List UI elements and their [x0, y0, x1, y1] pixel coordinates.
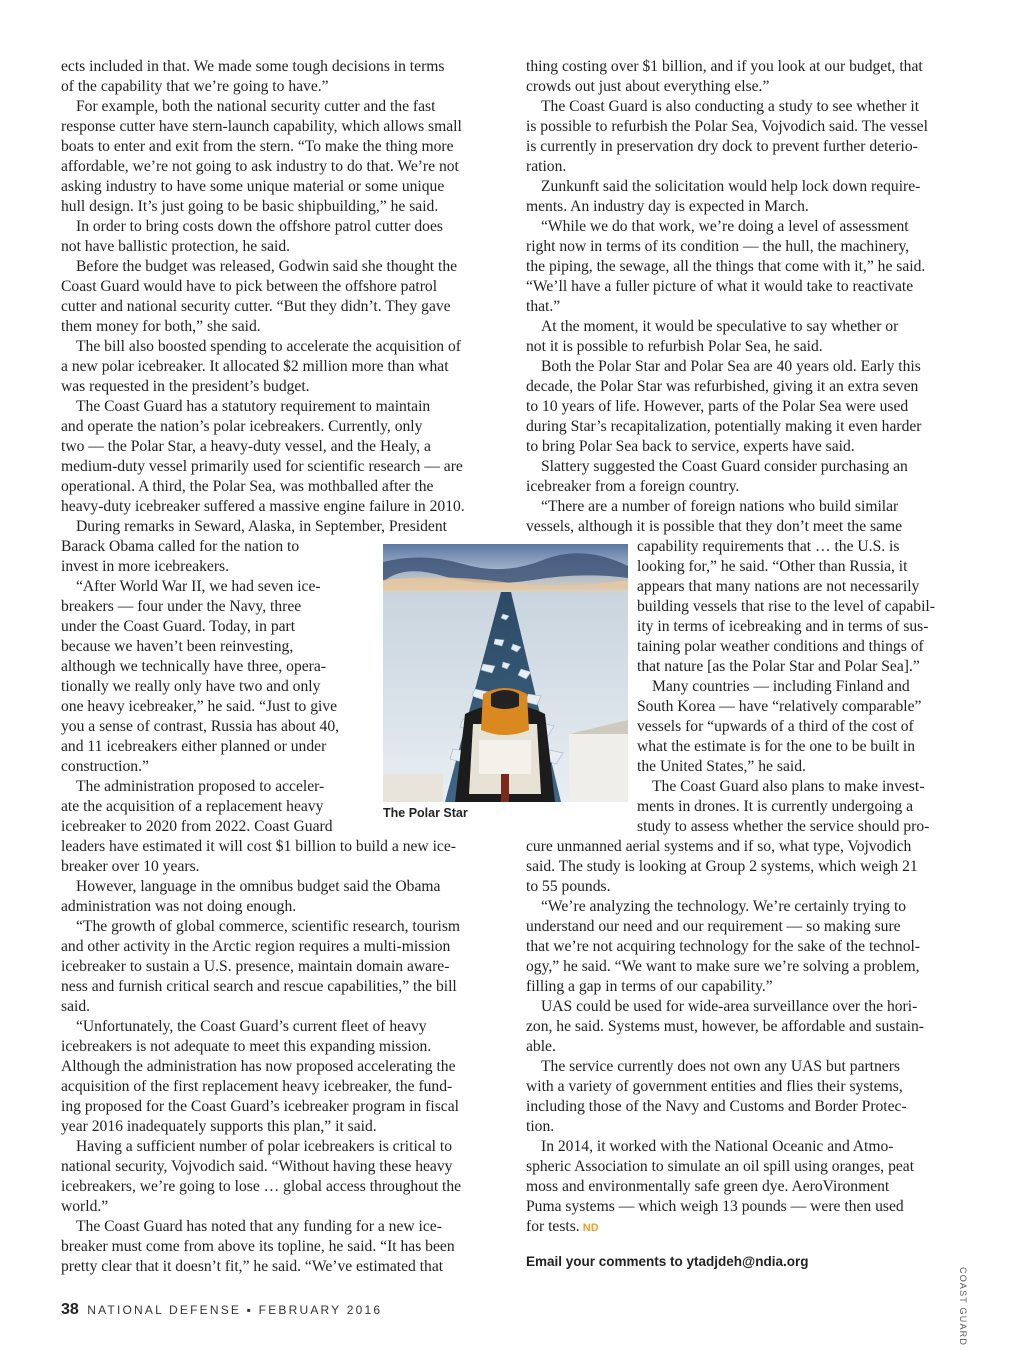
text-line: breaker over 10 years. [61, 858, 200, 875]
text-line: two — the Polar Star, a heavy-duty vessel, and the Healy, a [61, 438, 431, 455]
text-line: “We’ll have a fuller picture of what it would take to reactivate [526, 278, 914, 295]
text-line: one heavy icebreaker,” he said. “Just to give [61, 698, 338, 715]
text-line: affordable, we’re not going to ask industry to do that. We’re not [61, 158, 459, 175]
text-line: because we haven’t been reinvesting, [61, 638, 294, 655]
text-line: that.” [526, 298, 561, 315]
text-line: spheric Association to simulate an oil spill using oranges, peat [526, 1158, 915, 1175]
text-line: pretty clear that it doesn’t fit,” he said. “We’ve estimated that [61, 1258, 444, 1275]
text-line: is possible to refurbish the Polar Sea, Vojvodich said. The vessel [526, 118, 928, 135]
text-line: looking for,” he said. “Other than Russia, it [637, 558, 908, 575]
text-line: administration was not doing enough. [61, 898, 297, 915]
text-line: of the capability that we’re going to have.” [61, 78, 329, 95]
text-line: South Korea — have “relatively comparable” [637, 698, 922, 715]
text-line: is currently in preservation dry dock to prevent further deterio- [526, 138, 918, 155]
text-line: not have ballistic protection, he said. [61, 238, 291, 255]
text-line: In order to bring costs down the offshore patrol cutter does [76, 218, 443, 235]
text-line: a new polar icebreaker. It allocated $2 million more than what [61, 358, 449, 375]
text-line: medium-duty vessel primarily used for scientific research — are [61, 458, 463, 475]
text-line: and operate the nation’s polar icebreakers. Currently, only [61, 418, 423, 435]
text-line: ate the acquisition of a replacement heavy [61, 798, 324, 815]
text-line: icebreaker from a foreign country. [526, 478, 740, 495]
text-line: During remarks in Seward, Alaska, in September, President [76, 518, 447, 535]
text-line: vessels for “upwards of a third of the cost of [637, 718, 914, 735]
text-line: Although the administration has now proposed accelerating the [61, 1058, 456, 1075]
text-line: ments. An industry day is expected in March. [526, 198, 809, 215]
text-line: filling a gap in terms of our capability.” [526, 978, 773, 995]
text-line: asking industry to have some unique material or some unique [61, 178, 445, 195]
photo-credit: COAST GUARD [958, 1267, 968, 1347]
text-line: leaders have estimated it will cost $1 billion to build a new ice- [61, 838, 456, 855]
text-line: said. The study is looking at Group 2 systems, which weigh 21 [526, 858, 918, 875]
text-line: Slattery suggested the Coast Guard consider purchasing an [541, 458, 908, 475]
text-line: including those of the Navy and Customs and Border Protec- [526, 1098, 907, 1115]
text-line: In 2014, it worked with the National Oceanic and Atmo- [541, 1138, 894, 1155]
text-line: For example, both the national security cutter and the fast [76, 98, 436, 115]
text-line: cutter and national security cutter. “But they didn’t. They gave [61, 298, 451, 315]
text-line: Both the Polar Star and Polar Sea are 40 years old. Early this [541, 358, 921, 375]
text-line: crowds out just about everything else.” [526, 78, 770, 95]
text-line: ration. [526, 158, 567, 175]
text-line: response cutter have stern-launch capability, which allows small [61, 118, 462, 135]
text-line: right now in terms of its condition — the hull, the machinery, [526, 238, 910, 255]
text-line: understand our need and our requirement — so making sure [526, 918, 901, 935]
text-line: icebreakers, we’re going to lose … global access throughout the [61, 1178, 462, 1195]
text-line: The bill also boosted spending to accelerate the acquisition of [76, 338, 461, 355]
text-line: The Coast Guard has noted that any funding for a new ice- [76, 1218, 442, 1235]
text-line: appears that many nations are not necessarily [637, 578, 920, 595]
text-line: although we technically have three, opera- [61, 658, 326, 675]
text-line: “Unfortunately, the Coast Guard’s current fleet of heavy [76, 1018, 427, 1035]
text-line: said. [61, 998, 91, 1015]
icebreaker-image [383, 544, 628, 802]
text-line: However, language in the omnibus budget said the Obama [76, 878, 441, 895]
magazine-name-date: NATIONAL DEFENSE ▪ FEBRUARY 2016 [87, 1303, 383, 1317]
text-line: The administration proposed to acceler- [76, 778, 325, 795]
text-line: ness and furnish critical search and rescue capabilities,” the bill [61, 978, 457, 995]
text-line: taining polar weather conditions and things of [637, 638, 924, 655]
text-line: acquisition of the first replacement heavy icebreaker, the fund- [61, 1078, 453, 1095]
text-line: during Star’s recapitalization, potentially making it even harder [526, 418, 922, 435]
text-line: operational. A third, the Polar Sea, was mothballed after the [61, 478, 434, 495]
text-line: tionally we really only have two and only [61, 678, 321, 695]
text-line: not it is possible to refurbish Polar Sea, he said. [526, 338, 823, 355]
text-line: Puma systems — which weigh 13 pounds — were then used [526, 1198, 904, 1215]
text-line: At the moment, it would be speculative to say whether or [541, 318, 899, 335]
text-line: to bring Polar Sea back to service, experts have said. [526, 438, 855, 455]
text-line: “After World War II, we had seven ice- [76, 578, 321, 595]
text-line: that nature [as the Polar Star and Polar Sea].” [637, 658, 920, 675]
text-line: year 2016 inadequately supports this plan,” it said. [61, 1118, 377, 1135]
text-line: tion. [526, 1118, 555, 1135]
polar-star-photo [383, 544, 628, 802]
text-line: invest in more icebreakers. [61, 558, 229, 575]
text-line: hull design. It’s just going to be basic shipbuilding,” he said. [61, 198, 439, 215]
text-line: with a variety of government entities and flies their systems, [526, 1078, 903, 1095]
text-line: you a sense of contrast, Russia has about 40, [61, 718, 340, 735]
text-line: cure unmanned aerial systems and if so, what type, Vojvodich [526, 838, 912, 855]
text-line: and other activity in the Arctic region requires a multi-mission [61, 938, 451, 955]
text-line: icebreaker to 2020 from 2022. Coast Guard [61, 818, 333, 835]
text-line: Before the budget was released, Godwin said she thought the [76, 258, 458, 275]
text-line: capability requirements that … the U.S. is [637, 538, 900, 555]
text-line: study to assess whether the service should pro- [637, 818, 930, 835]
text-line: that we’re not acquiring technology for the sake of the technol- [526, 938, 921, 955]
text-line: icebreaker to sustain a U.S. presence, maintain domain aware- [61, 958, 450, 975]
text-line: the piping, the sewage, all the things that come with it,” he said. [526, 258, 926, 275]
text-line: breakers — four under the Navy, three [61, 598, 302, 615]
text-line: ogy,” he said. “We want to make sure we’re solving a problem, [526, 958, 920, 975]
text-line: able. [526, 1038, 556, 1055]
text-line: zon, he said. Systems must, however, be affordable and sustain- [526, 1018, 924, 1035]
text-line: construction.” [61, 758, 149, 775]
text-line: heavy-duty icebreaker suffered a massive engine failure in 2010. [61, 498, 465, 515]
text-line: for tests. ND [526, 1218, 599, 1235]
text-line: ects included in that. We made some tough decisions in terms [61, 58, 445, 75]
text-line: moss and environmentally safe green dye. AeroVironment [526, 1178, 890, 1195]
text-line: Having a sufficient number of polar icebreakers is critical to [76, 1138, 452, 1155]
page-footer [61, 1301, 382, 1319]
text-line: thing costing over $1 billion, and if you look at our budget, that [526, 58, 923, 75]
text-line: icebreakers is not adequate to meet this expanding mission. [61, 1038, 432, 1055]
text-line: national security, Vojvodich said. “Without having these heavy [61, 1158, 453, 1175]
text-line: The service currently does not own any UAS but partners [541, 1058, 900, 1075]
text-line: breaker must come from above its topline, he said. “It has been [61, 1238, 455, 1255]
text-line: ing proposed for the Coast Guard’s icebreaker program in fiscal [61, 1098, 459, 1115]
text-line: under the Coast Guard. Today, in part [61, 618, 296, 635]
text-line: to 10 years of life. However, parts of the Polar Sea were used [526, 398, 909, 415]
text-line: building vessels that rise to the level of capabil- [637, 598, 935, 615]
text-line: ments in drones. It is currently undergoing a [637, 798, 914, 815]
text-line: UAS could be used for wide-area surveillance over the hori- [541, 998, 918, 1015]
text-line: Coast Guard would have to pick between the offshore patrol [61, 278, 438, 295]
text-line: ity in terms of icebreaking and in terms of sus- [637, 618, 929, 635]
text-line: “We’re analyzing the technology. We’re certainly trying to [541, 898, 907, 915]
text-line: The Coast Guard also plans to make invest- [652, 778, 925, 795]
text-line: was requested in the president’s budget. [61, 378, 310, 395]
text-line: world.” [61, 1198, 109, 1215]
text-line: decade, the Polar Star was refurbished, giving it an extra seven [526, 378, 919, 395]
text-line: and 11 icebreakers either planned or under [61, 738, 327, 755]
text-line: the United States,” he said. [637, 758, 806, 775]
text-line: vessels, although it is possible that they don’t meet the same [526, 518, 903, 535]
text-line: boats to enter and exit from the stern. “To make the thing more [61, 138, 454, 155]
text-line: The Coast Guard is also conducting a study to see whether it [541, 98, 920, 115]
text-line: “There are a number of foreign nations who build similar [541, 498, 899, 515]
text-line: to 55 pounds. [526, 878, 611, 895]
text-line: “The growth of global commerce, scientific research, tourism [76, 918, 461, 935]
text-line: Many countries — including Finland and [652, 678, 910, 695]
text-line: them money for both,” she said. [61, 318, 261, 335]
end-mark: ND [579, 1222, 599, 1234]
text-line: “While we do that work, we’re doing a level of assessment [541, 218, 909, 235]
text-line: what the estimate is for the one to be built in [637, 738, 916, 755]
text-line: Zunkunft said the solicitation would help lock down require- [541, 178, 921, 195]
text-line: Barack Obama called for the nation to [61, 538, 300, 555]
page-number: 38 [61, 1301, 79, 1318]
photo-caption: The Polar Star [383, 806, 468, 820]
email-comment-line: Email your comments to ytadjdeh@ndia.org [526, 1254, 809, 1269]
text-line: The Coast Guard has a statutory requirement to maintain [76, 398, 431, 415]
